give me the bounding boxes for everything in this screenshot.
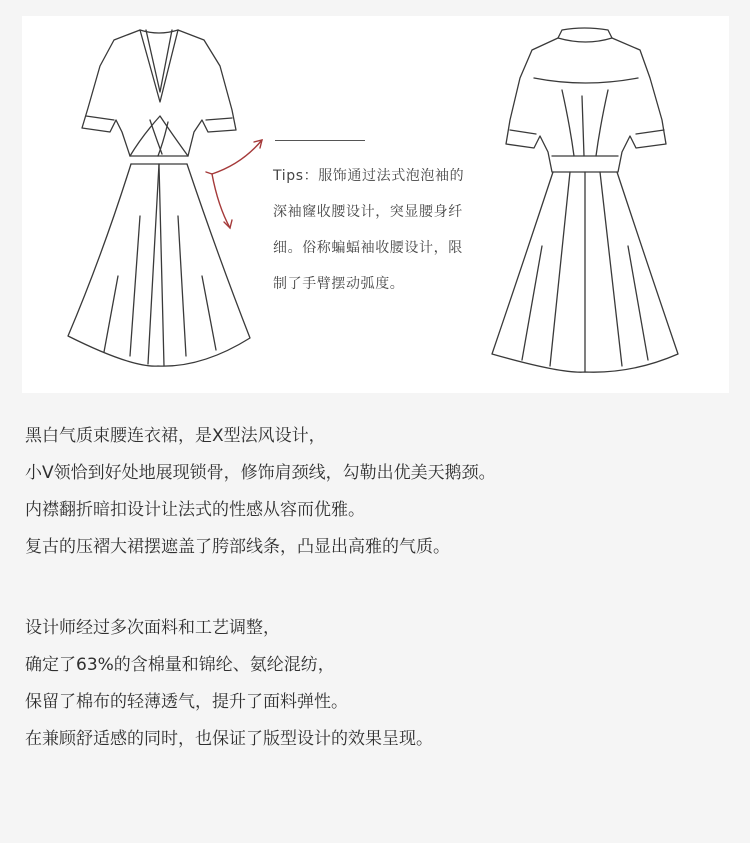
tips-text-block [273, 158, 505, 302]
tips-line: 细。俗称蝙蝠袖收腰设计，限 [273, 240, 463, 256]
dress-back-sketch [492, 28, 678, 372]
dress-sketch-panel [22, 16, 729, 393]
description-line: 保留了棉布的轻薄透气，提升了面料弹性。 [25, 692, 348, 712]
product-description [25, 425, 725, 765]
tips-line: 制了手臂摆动弧度。 [273, 276, 405, 292]
description-line: 复古的压褶大裙摆遮盖了胯部线条，凸显出高雅的气质。 [25, 537, 450, 557]
description-line: 黑白气质束腰连衣裙，是X型法风设计， [25, 426, 326, 446]
description-line: 小V领恰到好处地展现锁骨，修饰肩颈线，勾勒出优美天鹅颈。 [25, 463, 496, 483]
description-line: 在兼顾舒适感的同时，也保证了版型设计的效果呈现。 [25, 729, 433, 749]
description-line: 设计师经过多次面料和工艺调整， [25, 618, 280, 638]
paragraph-gap [25, 573, 725, 617]
tips-line: Tips：服饰通过法式泡泡袖的 [273, 168, 465, 184]
description-line: 确定了63%的含棉量和锦纶、氨纶混纺， [25, 655, 335, 675]
tips-divider [275, 140, 365, 141]
tips-line: 深袖窿收腰设计，突显腰身纤 [273, 204, 463, 220]
description-line: 内襟翻折暗扣设计让法式的性感从容而优雅。 [25, 500, 365, 520]
dress-front-sketch [68, 30, 250, 366]
curved-double-arrow-icon [206, 140, 262, 228]
